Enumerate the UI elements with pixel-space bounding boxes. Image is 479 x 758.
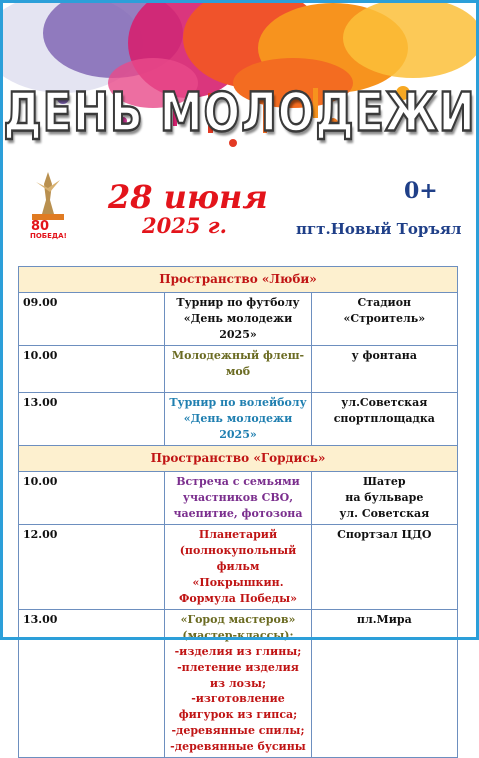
time-cell: 13.00 (19, 393, 165, 446)
event-date: 28 июня (108, 178, 268, 216)
time-cell: 10.00 (19, 472, 165, 525)
event-cell: Планетарий (полнокупольный фильм «Покрышкин. Формула Победы» (165, 525, 311, 610)
event-cell: «Город мастеров» (мастер-классы): -изделия из глины; -плетение изделия из лозы; -изготовление фигурок из гипса; -деревянные спилы; -деревянные бусины (165, 609, 311, 757)
event-cell: Встреча с семьями участников СВО, чаепитие, фотозона (165, 472, 311, 525)
time-cell: 09.00 (19, 293, 165, 346)
svg-text:80: 80 (31, 219, 50, 234)
location-cell: Шатер на бульваре ул. Советская (311, 472, 457, 525)
table-row (19, 346, 458, 393)
time-cell: 12.00 (19, 525, 165, 610)
victory-80-logo (28, 170, 68, 240)
age-rating-badge: 0+ (404, 178, 438, 204)
event-cell: Турнир по волейболу «День молодежи 2025» (165, 393, 311, 446)
time-cell: 10.00 (19, 346, 165, 393)
section-row (19, 267, 458, 293)
section-row (19, 445, 458, 471)
section-title-gordis: Пространство «Гордись» (19, 445, 458, 471)
event-year: 2025 г. (142, 213, 227, 238)
table-row (19, 293, 458, 346)
schedule-table (18, 266, 458, 758)
event-place: пгт.Новый Торъял (296, 220, 462, 238)
event-cell: Турнир по футболу «День молодежи 2025» (165, 293, 311, 346)
event-cell: Молодежный флеш-моб (165, 346, 311, 393)
table-row (19, 393, 458, 446)
location-cell: Спортзал ЦДО (311, 525, 457, 610)
table-row (19, 525, 458, 610)
location-cell: у фонтана (311, 346, 457, 393)
location-cell: пл.Мира (311, 609, 457, 757)
page-title: ДЕНЬ МОЛОДЕЖИ (3, 81, 476, 145)
table-row (19, 472, 458, 525)
svg-text:ПОБЕДА!: ПОБЕДА! (30, 232, 67, 240)
table-row (19, 609, 458, 757)
time-cell: 13.00 (19, 609, 165, 757)
location-cell: ул.Советская спортплощадка (311, 393, 457, 446)
section-title-lubi: Пространство «Люби» (19, 267, 458, 293)
location-cell: Стадион «Строитель» (311, 293, 457, 346)
